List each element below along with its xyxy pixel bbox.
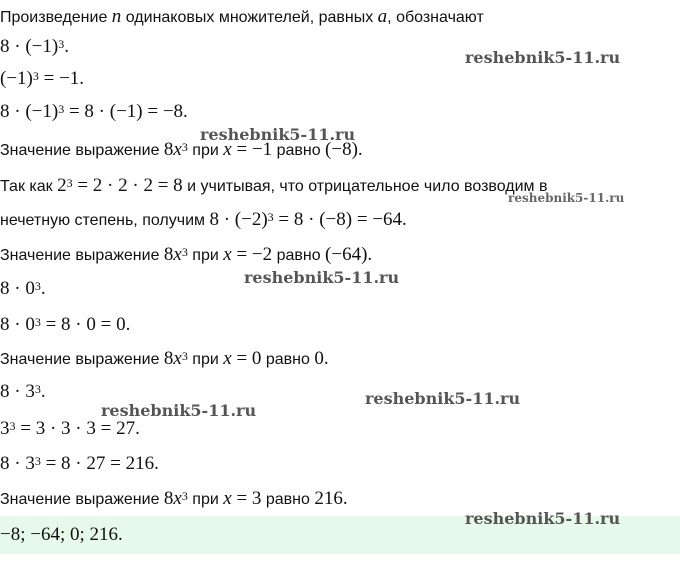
math-variable: a [377,6,388,27]
math-expression: = 3 [231,488,262,509]
result-value: (−8) [325,139,358,160]
text-fragment: Так как [0,178,58,195]
math-line [0,277,46,301]
text-fragment: Значение выражение [0,247,164,264]
result-line [0,243,372,268]
result-value: (−64) [325,244,368,265]
exponent: 3 [34,278,41,293]
result-line [0,487,348,512]
math-expression: = 2 · 2 · 2 = 8 [72,175,183,196]
text-fragment: при [187,351,224,368]
math-expression: 8 · (−1) [0,36,59,57]
watermark: reshebnik5-11.ru [465,48,621,67]
math-expression: 2 [57,175,67,196]
exponent: 3 [32,68,39,83]
math-expression: = −2 [231,244,273,265]
math-variable: x [223,488,232,509]
math-expression: 8 · 3 [0,453,35,474]
math-expression: 8 [163,488,174,509]
exponent: 3 [34,381,41,396]
result-value: 0 [314,348,324,369]
punctuation: . [367,244,373,265]
exponent: 3 [267,209,274,224]
math-expression: = 8 · (−1) = −8. [64,101,188,122]
text-fragment: Значение выражение [0,491,164,508]
text-line-definition [0,5,484,30]
text-fragment: Значение выражение [0,351,164,368]
math-variable: x [223,348,232,369]
text-fragment: Произведение [0,9,112,26]
text-fragment: равно [272,142,326,159]
math-expression: . [40,381,46,402]
watermark: reshebnik5-11.ru [465,509,621,528]
text-fragment: при [187,142,224,159]
math-expression: = 3 · 3 · 3 = 27. [15,418,140,439]
math-expression: = −1. [38,68,85,89]
math-expression: 8 [163,244,174,265]
text-line [0,208,407,233]
punctuation: . [342,488,348,509]
text-fragment: равно [261,491,315,508]
answer-text: −8; −64; 0; 216. [0,524,123,545]
text-fragment: при [187,491,224,508]
exponent: 3 [58,101,65,116]
math-variable: x [223,139,232,160]
math-expression: = 8 · 27 = 216. [40,453,159,474]
watermark: reshebnik5-11.ru [365,389,521,408]
exponent: 3 [181,488,188,503]
math-variable: x [173,488,182,509]
math-variable: x [173,348,182,369]
math-expression: = 8 · 0 = 0. [40,314,131,335]
exponent: 3 [181,348,188,363]
math-line [0,380,46,404]
watermark: reshebnik5-11.ru [244,268,400,287]
math-expression: 8 · 0 [0,278,35,299]
math-expression: 8 [163,139,174,160]
exponent: 3 [34,314,41,329]
math-expression: 8 · (−1) [0,101,59,122]
math-expression: 8 · 3 [0,381,35,402]
text-fragment: Значение выражение [0,142,164,159]
watermark: reshebnik5-11.ru [200,125,356,144]
math-variable: x [223,244,232,265]
math-expression: = 8 · (−8) = −64 [273,209,402,230]
punctuation: . [357,139,363,160]
math-expression: 8 [163,348,174,369]
exponent: 3 [181,139,188,154]
result-value: 216 [314,488,343,509]
math-variable: x [173,139,182,160]
math-expression: 8 · 0 [0,314,35,335]
text-line [0,174,548,199]
watermark: reshebnik5-11.ru [101,401,257,420]
result-line [0,347,329,372]
math-expression: 8 · (−2) [209,209,268,230]
exponent: 3 [66,175,73,190]
math-line [0,100,188,124]
exponent: 3 [34,453,41,468]
math-expression: (−1) [0,68,33,89]
exponent: 3 [9,418,16,433]
math-line [0,417,140,441]
text-fragment: равно [261,351,315,368]
text-fragment: одинаковых множителей, равных [121,9,378,26]
text-fragment: и учитывая, что отрицательное чило возводим в [182,178,548,195]
punctuation: . [402,209,407,230]
punctuation: . [323,348,329,369]
text-fragment: нечетную степень, получим [0,212,210,229]
math-variable: n [111,6,122,27]
text-fragment: при [187,247,224,264]
math-expression: . [64,36,69,57]
math-expression: = 0 [231,348,262,369]
exponent: 3 [58,36,65,51]
watermark: reshebnik5-11.ru [508,191,625,205]
math-variable: x [173,244,182,265]
exponent: 3 [181,244,188,259]
math-expression: . [40,278,46,299]
math-line [0,67,84,91]
math-expression: = −1 [231,139,273,160]
math-line [0,313,130,337]
math-line [0,35,69,59]
text-fragment: равно [272,247,326,264]
math-expression: 3 [0,418,10,439]
text-fragment: , обозначают [387,9,484,26]
math-line [0,452,159,476]
